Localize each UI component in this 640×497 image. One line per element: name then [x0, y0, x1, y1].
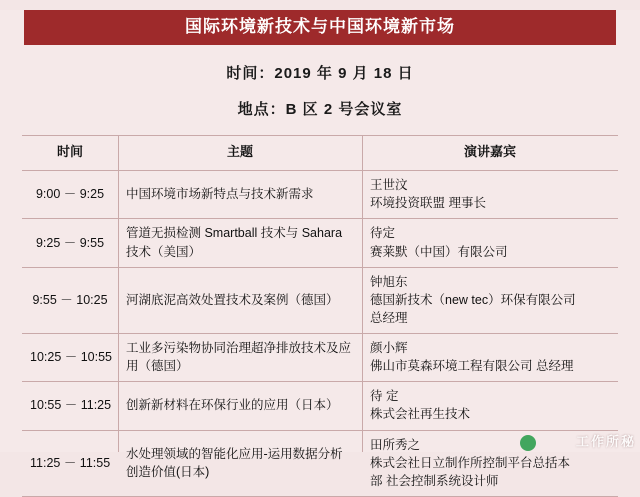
- page-title: 国际环境新技术与中国环境新市场: [24, 10, 616, 45]
- cell-topic: 河湖底泥高效处置技术及案例（德国）: [118, 267, 362, 333]
- watermark-badge-icon: [520, 435, 536, 451]
- table-row: [22, 219, 618, 267]
- speaker-name: 待定: [370, 226, 396, 241]
- cell-time: 9:25 － 9:55: [22, 219, 118, 267]
- cell-topic: 管道无损检测 Smartball 技术与 Sahara 技术（美国）: [118, 219, 362, 267]
- speaker-name: 王世汶: [370, 178, 408, 193]
- speaker-name: 钟旭东: [370, 274, 408, 289]
- speaker-title: 总经理: [370, 310, 408, 325]
- speaker-affiliation: 德国新技术（new tec）环保有限公司: [370, 292, 576, 307]
- document-page: [0, 10, 640, 488]
- table-row: [22, 382, 618, 430]
- cell-topic: 工业多污染物协同治理超净排放技术及应用（德国）: [118, 334, 362, 382]
- speaker-title: 部 社会控制系统设计师: [370, 473, 499, 488]
- event-place: 地点：B 区 2 号会议室: [237, 101, 403, 119]
- speaker-affiliation: 株式会社再生技术: [370, 407, 471, 422]
- cell-time: 11:25 － 11:55: [22, 430, 118, 496]
- table-header-row: [22, 136, 618, 171]
- cell-time: 9:00 － 9:25: [22, 171, 118, 219]
- cell-speaker: [362, 334, 618, 382]
- watermark-text: 工作所秘: [575, 434, 636, 449]
- column-header-topic: 主题: [118, 136, 362, 171]
- cell-topic: 水处理领域的智能化应用-运用数据分析创造价值(日本): [118, 430, 362, 496]
- table-column-divider-2: [362, 135, 363, 452]
- table-row: [22, 334, 618, 382]
- column-header-speaker: 演讲嘉宾: [362, 136, 618, 171]
- cell-time: 9:55 － 10:25: [22, 267, 118, 333]
- cell-topic: 创新新材料在环保行业的应用（日本）: [118, 382, 362, 430]
- table-row: [22, 171, 618, 219]
- cell-speaker: [362, 430, 618, 496]
- table-row: [22, 267, 618, 333]
- event-time: 时间：2019 年 9 月 18 日: [226, 65, 414, 83]
- speaker-affiliation: 环境投资联盟 理事长: [370, 196, 486, 211]
- cell-time: 10:55 － 11:25: [22, 382, 118, 430]
- speaker-affiliation: 佛山市莫森环境工程有限公司 总经理: [370, 359, 574, 374]
- cell-speaker: [362, 267, 618, 333]
- cell-speaker: [362, 382, 618, 430]
- cell-time: 10:25 － 10:55: [22, 334, 118, 382]
- cell-speaker: [362, 171, 618, 219]
- speaker-name: 颜小辉: [370, 341, 408, 356]
- speaker-affiliation: 株式会社日立制作所控制平台总括本: [370, 455, 571, 470]
- cell-topic: 中国环境市场新特点与技术新需求: [118, 171, 362, 219]
- table-column-divider-1: [118, 135, 119, 452]
- speaker-name: 田所秀之: [370, 437, 421, 452]
- column-header-time: 时间: [22, 136, 118, 171]
- speaker-affiliation: 赛莱默（中国）有限公司: [370, 244, 508, 259]
- cell-speaker: [362, 219, 618, 267]
- speaker-name: 待 定: [370, 389, 399, 404]
